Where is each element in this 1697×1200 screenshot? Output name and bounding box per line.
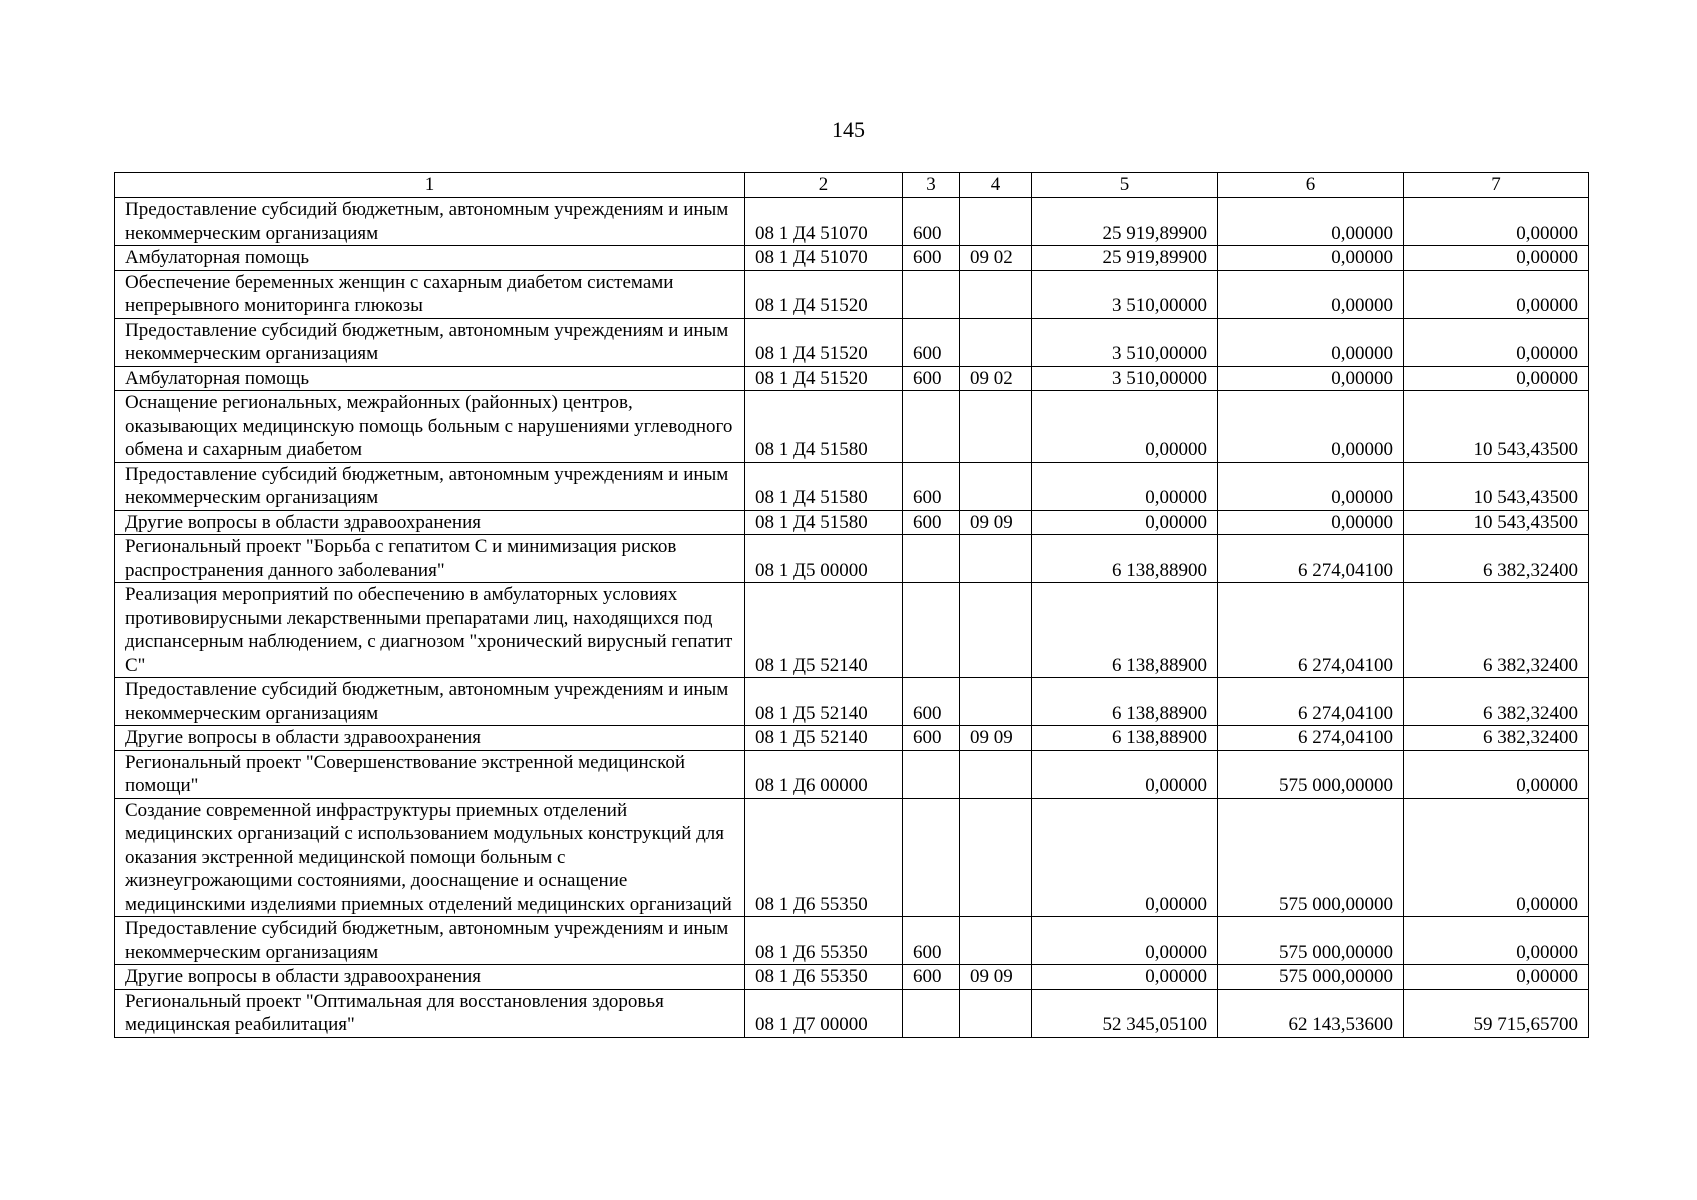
row-name: Региональный проект "Оптимальная для восстановления здоровья медицинская реабилитация" bbox=[115, 989, 745, 1037]
table-row bbox=[115, 965, 1589, 990]
row-value-col6: 0,00000 bbox=[1218, 318, 1404, 366]
table-row bbox=[115, 798, 1589, 917]
table-row bbox=[115, 510, 1589, 535]
table-row bbox=[115, 198, 1589, 246]
row-value-col5: 3 510,00000 bbox=[1032, 318, 1218, 366]
row-value-col7: 6 382,32400 bbox=[1404, 535, 1589, 583]
row-code: 08 1 Д6 55350 bbox=[745, 917, 903, 965]
row-value-col7: 6 382,32400 bbox=[1404, 678, 1589, 726]
row-value-col5: 25 919,89900 bbox=[1032, 198, 1218, 246]
row-value-col6: 6 274,04100 bbox=[1218, 583, 1404, 678]
row-expense-type: 600 bbox=[903, 917, 960, 965]
row-value-col7: 6 382,32400 bbox=[1404, 726, 1589, 751]
row-value-col6: 0,00000 bbox=[1218, 510, 1404, 535]
row-expense-type bbox=[903, 583, 960, 678]
column-header-3: 3 bbox=[903, 173, 960, 198]
row-value-col7: 10 543,43500 bbox=[1404, 391, 1589, 463]
row-value-col7: 59 715,65700 bbox=[1404, 989, 1589, 1037]
row-value-col5: 0,00000 bbox=[1032, 798, 1218, 917]
row-code: 08 1 Д4 51070 bbox=[745, 198, 903, 246]
row-name: Реализация мероприятий по обеспечению в амбулаторных условиях противовирусными лекарственными препаратами лиц, находящихся под диспансерным наблюдением, с диагнозом "хронический вирусный гепатит С" bbox=[115, 583, 745, 678]
row-expense-type: 600 bbox=[903, 965, 960, 990]
row-code: 08 1 Д4 51520 bbox=[745, 318, 903, 366]
row-code: 08 1 Д4 51580 bbox=[745, 510, 903, 535]
row-value-col6: 6 274,04100 bbox=[1218, 726, 1404, 751]
row-name: Предоставление субсидий бюджетным, автономным учреждениям и иным некоммерческим организациям bbox=[115, 678, 745, 726]
row-name: Амбулаторная помощь bbox=[115, 246, 745, 271]
row-value-col7: 10 543,43500 bbox=[1404, 462, 1589, 510]
table-row bbox=[115, 678, 1589, 726]
row-code: 08 1 Д4 51520 bbox=[745, 366, 903, 391]
row-expense-type: 600 bbox=[903, 318, 960, 366]
column-header-6: 6 bbox=[1218, 173, 1404, 198]
row-value-col7: 10 543,43500 bbox=[1404, 510, 1589, 535]
row-value-col7: 0,00000 bbox=[1404, 917, 1589, 965]
row-value-col6: 0,00000 bbox=[1218, 270, 1404, 318]
row-expense-type: 600 bbox=[903, 726, 960, 751]
row-name: Амбулаторная помощь bbox=[115, 366, 745, 391]
row-name: Другие вопросы в области здравоохранения bbox=[115, 726, 745, 751]
table-row bbox=[115, 246, 1589, 271]
row-section: 09 09 bbox=[960, 965, 1032, 990]
row-value-col5: 0,00000 bbox=[1032, 917, 1218, 965]
row-section bbox=[960, 391, 1032, 463]
row-value-col5: 25 919,89900 bbox=[1032, 246, 1218, 271]
table-row bbox=[115, 366, 1589, 391]
row-value-col5: 6 138,88900 bbox=[1032, 535, 1218, 583]
row-expense-type bbox=[903, 270, 960, 318]
row-expense-type: 600 bbox=[903, 462, 960, 510]
row-expense-type: 600 bbox=[903, 510, 960, 535]
column-header-2: 2 bbox=[745, 173, 903, 198]
row-section: 09 09 bbox=[960, 510, 1032, 535]
row-code: 08 1 Д6 00000 bbox=[745, 750, 903, 798]
table-row bbox=[115, 535, 1589, 583]
row-expense-type: 600 bbox=[903, 246, 960, 271]
row-value-col5: 3 510,00000 bbox=[1032, 270, 1218, 318]
row-code: 08 1 Д7 00000 bbox=[745, 989, 903, 1037]
table-row bbox=[115, 391, 1589, 463]
row-value-col6: 575 000,00000 bbox=[1218, 750, 1404, 798]
row-value-col7: 0,00000 bbox=[1404, 965, 1589, 990]
row-value-col5: 52 345,05100 bbox=[1032, 989, 1218, 1037]
row-section bbox=[960, 917, 1032, 965]
row-value-col6: 0,00000 bbox=[1218, 366, 1404, 391]
row-section: 09 09 bbox=[960, 726, 1032, 751]
row-value-col6: 575 000,00000 bbox=[1218, 798, 1404, 917]
row-name: Предоставление субсидий бюджетным, автономным учреждениям и иным некоммерческим организациям bbox=[115, 462, 745, 510]
row-expense-type bbox=[903, 798, 960, 917]
row-name: Создание современной инфраструктуры приемных отделений медицинских организаций с использованием модульных конструкций для оказания экстренной медицинской помощи больным с жизнеугрожающими состояниями, дооснащение и оснащение медицинскими изделиями приемных отделений медицинских организаций bbox=[115, 798, 745, 917]
row-value-col5: 6 138,88900 bbox=[1032, 726, 1218, 751]
row-code: 08 1 Д4 51580 bbox=[745, 391, 903, 463]
row-section: 09 02 bbox=[960, 246, 1032, 271]
budget-table bbox=[114, 172, 1589, 1038]
table-body bbox=[115, 198, 1589, 1038]
row-value-col7: 0,00000 bbox=[1404, 318, 1589, 366]
table-row bbox=[115, 989, 1589, 1037]
row-name: Региональный проект "Борьба с гепатитом С и минимизация рисков распространения данного заболевания" bbox=[115, 535, 745, 583]
row-section bbox=[960, 989, 1032, 1037]
row-value-col5: 6 138,88900 bbox=[1032, 583, 1218, 678]
table-row bbox=[115, 726, 1589, 751]
table-row bbox=[115, 462, 1589, 510]
page-number: 145 bbox=[832, 117, 865, 142]
row-code: 08 1 Д4 51580 bbox=[745, 462, 903, 510]
row-value-col5: 3 510,00000 bbox=[1032, 366, 1218, 391]
header-row bbox=[115, 173, 1589, 198]
row-value-col7: 0,00000 bbox=[1404, 750, 1589, 798]
row-value-col7: 0,00000 bbox=[1404, 270, 1589, 318]
row-code: 08 1 Д5 52140 bbox=[745, 583, 903, 678]
row-section: 09 02 bbox=[960, 366, 1032, 391]
row-value-col7: 6 382,32400 bbox=[1404, 583, 1589, 678]
row-name: Другие вопросы в области здравоохранения bbox=[115, 965, 745, 990]
row-name: Региональный проект "Совершенствование экстренной медицинской помощи" bbox=[115, 750, 745, 798]
table-row bbox=[115, 318, 1589, 366]
row-section bbox=[960, 750, 1032, 798]
row-code: 08 1 Д6 55350 bbox=[745, 798, 903, 917]
column-header-7: 7 bbox=[1404, 173, 1589, 198]
row-value-col7: 0,00000 bbox=[1404, 198, 1589, 246]
row-value-col6: 6 274,04100 bbox=[1218, 678, 1404, 726]
row-value-col7: 0,00000 bbox=[1404, 798, 1589, 917]
row-value-col6: 0,00000 bbox=[1218, 462, 1404, 510]
row-section bbox=[960, 535, 1032, 583]
row-value-col6: 6 274,04100 bbox=[1218, 535, 1404, 583]
row-code: 08 1 Д4 51070 bbox=[745, 246, 903, 271]
row-section bbox=[960, 583, 1032, 678]
row-name: Оснащение региональных, межрайонных (районных) центров, оказывающих медицинскую помощь больным с нарушениями углеводного обмена и сахарным диабетом bbox=[115, 391, 745, 463]
column-header-5: 5 bbox=[1032, 173, 1218, 198]
row-name: Предоставление субсидий бюджетным, автономным учреждениям и иным некоммерческим организациям bbox=[115, 917, 745, 965]
row-expense-type bbox=[903, 535, 960, 583]
row-value-col7: 0,00000 bbox=[1404, 246, 1589, 271]
row-value-col6: 575 000,00000 bbox=[1218, 917, 1404, 965]
row-section bbox=[960, 798, 1032, 917]
row-section bbox=[960, 678, 1032, 726]
row-code: 08 1 Д5 00000 bbox=[745, 535, 903, 583]
column-header-4: 4 bbox=[960, 173, 1032, 198]
row-value-col6: 62 143,53600 bbox=[1218, 989, 1404, 1037]
row-section bbox=[960, 462, 1032, 510]
row-section bbox=[960, 270, 1032, 318]
row-value-col5: 0,00000 bbox=[1032, 391, 1218, 463]
row-value-col6: 0,00000 bbox=[1218, 246, 1404, 271]
row-value-col5: 0,00000 bbox=[1032, 750, 1218, 798]
row-section bbox=[960, 318, 1032, 366]
row-value-col5: 0,00000 bbox=[1032, 462, 1218, 510]
table-row bbox=[115, 917, 1589, 965]
row-code: 08 1 Д5 52140 bbox=[745, 678, 903, 726]
row-name: Другие вопросы в области здравоохранения bbox=[115, 510, 745, 535]
table-row bbox=[115, 750, 1589, 798]
row-value-col6: 0,00000 bbox=[1218, 391, 1404, 463]
row-value-col6: 0,00000 bbox=[1218, 198, 1404, 246]
row-name: Предоставление субсидий бюджетным, автономным учреждениям и иным некоммерческим организациям bbox=[115, 318, 745, 366]
row-value-col5: 0,00000 bbox=[1032, 965, 1218, 990]
row-expense-type: 600 bbox=[903, 678, 960, 726]
row-code: 08 1 Д6 55350 bbox=[745, 965, 903, 990]
row-name: Предоставление субсидий бюджетным, автономным учреждениям и иным некоммерческим организациям bbox=[115, 198, 745, 246]
row-code: 08 1 Д5 52140 bbox=[745, 726, 903, 751]
row-value-col6: 575 000,00000 bbox=[1218, 965, 1404, 990]
table-row bbox=[115, 583, 1589, 678]
row-expense-type bbox=[903, 989, 960, 1037]
row-expense-type bbox=[903, 391, 960, 463]
column-header-1: 1 bbox=[115, 173, 745, 198]
row-expense-type: 600 bbox=[903, 198, 960, 246]
row-expense-type: 600 bbox=[903, 366, 960, 391]
row-code: 08 1 Д4 51520 bbox=[745, 270, 903, 318]
row-name: Обеспечение беременных женщин с сахарным диабетом системами непрерывного мониторинга глюкозы bbox=[115, 270, 745, 318]
row-value-col5: 0,00000 bbox=[1032, 510, 1218, 535]
row-value-col7: 0,00000 bbox=[1404, 366, 1589, 391]
row-section bbox=[960, 198, 1032, 246]
table-row bbox=[115, 270, 1589, 318]
row-value-col5: 6 138,88900 bbox=[1032, 678, 1218, 726]
row-expense-type bbox=[903, 750, 960, 798]
